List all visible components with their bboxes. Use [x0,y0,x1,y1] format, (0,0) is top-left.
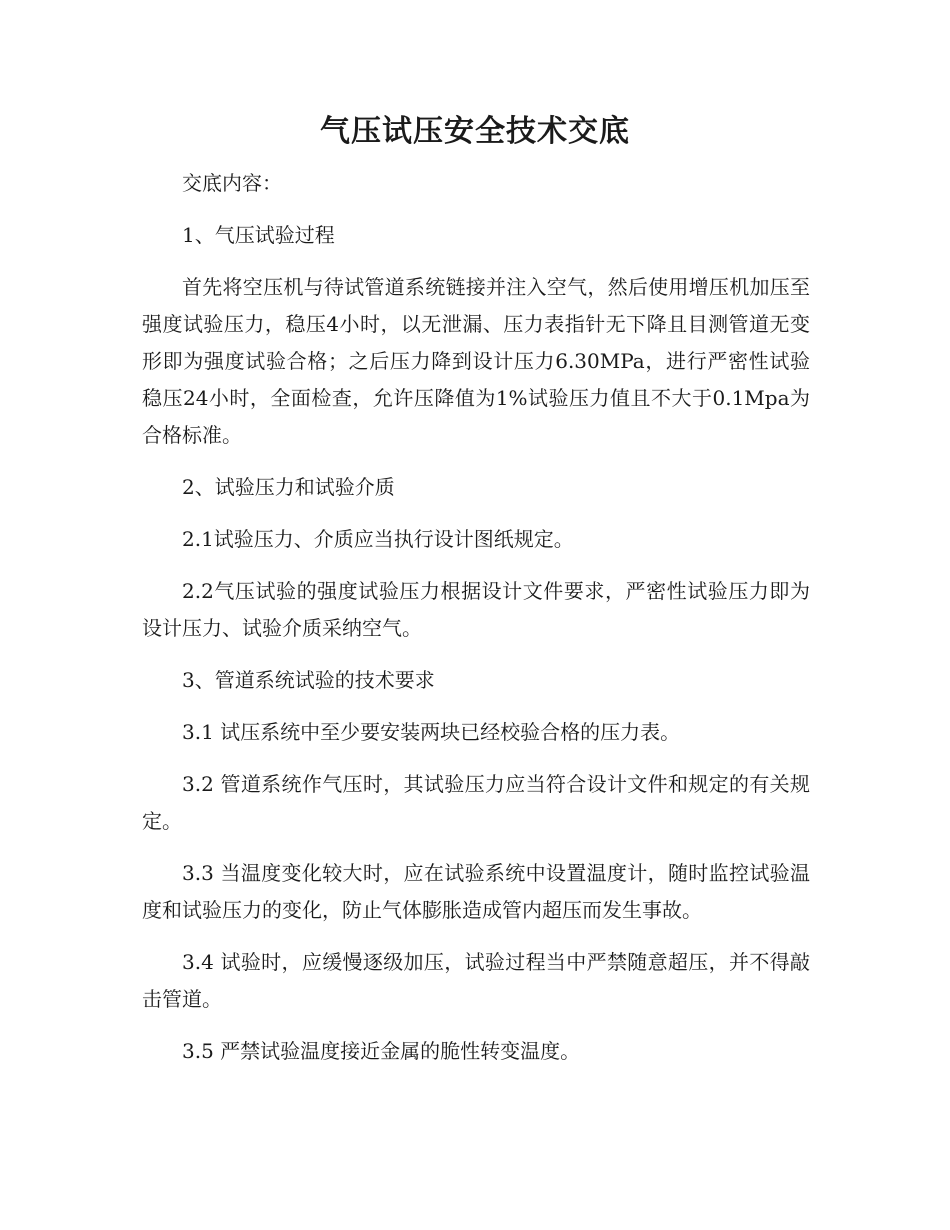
paragraph-3-4: 3.4 试验时，应缓慢逐级加压，试验过程当中严禁随意超压，并不得敲击管道。 [142,950,810,1011]
paragraph-3-5: 3.5 严禁试验温度接近金属的脆性转变温度。 [182,1039,581,1063]
paragraph-3-1: 3.1 试压系统中至少要安装两块已经校验合格的压力表。 [182,720,681,744]
paragraph-intro: 交底内容： [182,171,282,195]
section-heading-2: 2、试验压力和试验介质 [182,475,395,499]
section-heading-3: 3、管道系统试验的技术要求 [182,668,435,692]
paragraph-2-1: 2.1试验压力、介质应当执行设计图纸规定。 [182,527,574,551]
paragraph-process: 首先将空压机与待试管道系统链接并注入空气，然后使用增压机加压至强度试验压力，稳压4小时，以无泄漏、压力表指针无下降且目测管道无变形即为强度试验合格；之后压力降到设计压力6.30MPa，进行严密性试验稳压24小时，全面检查，允许压降值为1%试验压力值且不大于0.1Mpa为合格标准。 [142,275,810,447]
paragraph-3-3: 3.3 当温度变化较大时，应在试验系统中设置温度计，随时监控试验温度和试验压力的变化，防止气体膨胀造成管内超压而发生事故。 [142,861,810,922]
section-heading-1: 1、气压试验过程 [182,223,335,247]
document-title: 气压试压安全技术交底 [320,114,630,149]
paragraph-2-2: 2.2气压试验的强度试验压力根据设计文件要求，严密性试验压力即为设计压力、试验介质采纳空气。 [142,579,810,640]
paragraph-3-2: 3.2 管道系统作气压时，其试验压力应当符合设计文件和规定的有关规定。 [142,772,810,833]
document-body [142,165,810,1085]
